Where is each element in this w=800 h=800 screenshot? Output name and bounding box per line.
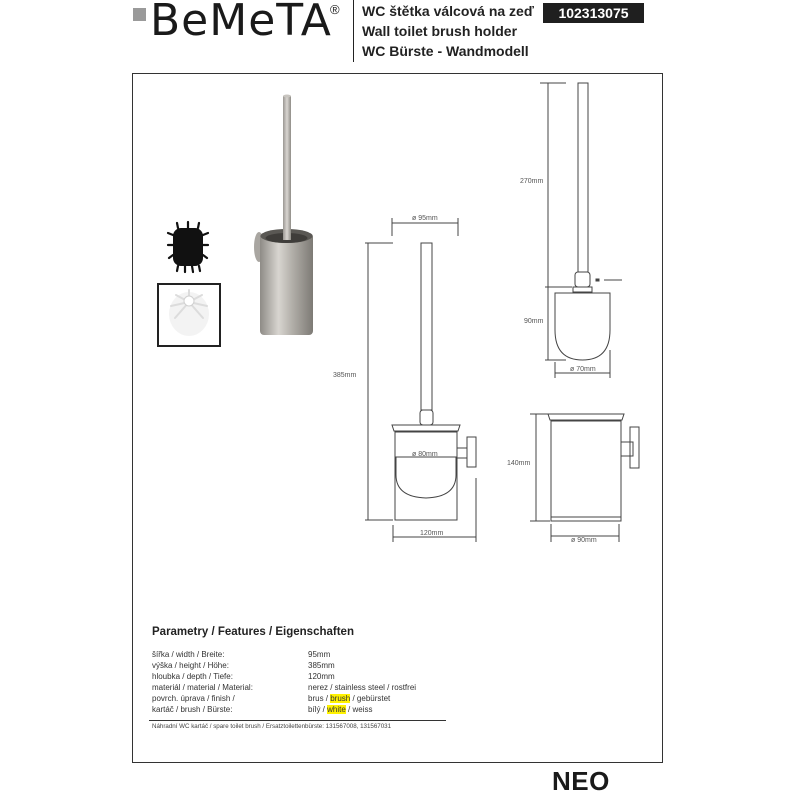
brand-logo: BeMeTA	[150, 0, 332, 46]
head-height-label: 90mm	[524, 318, 544, 325]
parameters-title: Parametry / Features / Eigenschaften	[152, 626, 354, 638]
depth-label: 120mm	[420, 530, 444, 537]
param-value: 120mm	[308, 672, 335, 681]
param-value: nerez / stainless steel / rostfrei	[308, 683, 417, 692]
title-cz: WC štětka válcová na zeď	[362, 3, 534, 19]
param-value	[308, 705, 372, 715]
param-label: povrch. úprava / finish /	[152, 694, 235, 703]
parameters-divider	[149, 720, 446, 721]
product-code-badge: 102313075	[543, 3, 644, 23]
brush-view-drawing	[540, 83, 622, 378]
black-brush-head-icon	[168, 222, 208, 272]
handle-length-label: 270mm	[520, 178, 544, 185]
param-value	[308, 694, 390, 704]
value-text: / weiss	[345, 705, 373, 714]
series-name: NEO	[552, 766, 610, 796]
width-label: ø 95mm	[412, 215, 438, 222]
value-text: / gebürstet	[350, 694, 391, 703]
title-en: Wall toilet brush holder	[362, 23, 518, 39]
highlighted-value: brush	[330, 694, 351, 703]
param-label: kartáč / brush / Bürste:	[152, 705, 233, 714]
registered-mark: ®	[330, 2, 340, 17]
head-diameter-label: ø 70mm	[570, 366, 596, 373]
inner-diameter-label: ø 80mm	[412, 451, 438, 458]
value-text: bílý /	[308, 705, 328, 714]
height-label: 385mm	[333, 372, 357, 379]
param-label: výška / height / Höhe:	[152, 661, 229, 670]
title-de: WC Bürste - Wandmodell	[362, 43, 529, 59]
holder-view-drawing	[530, 414, 639, 542]
param-value: 385mm	[308, 661, 335, 670]
highlighted-value: white	[327, 705, 346, 714]
value-text: brus /	[308, 694, 331, 703]
param-label: hloubka / depth / Tiefe:	[152, 672, 233, 681]
param-value: 95mm	[308, 650, 331, 659]
spare-parts-note: Náhradní WC kartáč / spare toilet brush / Ersatztoilettenbürste: 131567008, 131567031	[152, 723, 392, 730]
param-label: šířka / width / Breite:	[152, 650, 225, 659]
product-photo-icon	[254, 95, 313, 336]
front-view-drawing	[365, 218, 476, 542]
holder-height-label: 140mm	[507, 460, 531, 467]
white-brush-head-icon	[158, 284, 220, 346]
param-label: materiál / material / Material:	[152, 683, 253, 692]
holder-diameter-label: ø 90mm	[571, 537, 597, 544]
